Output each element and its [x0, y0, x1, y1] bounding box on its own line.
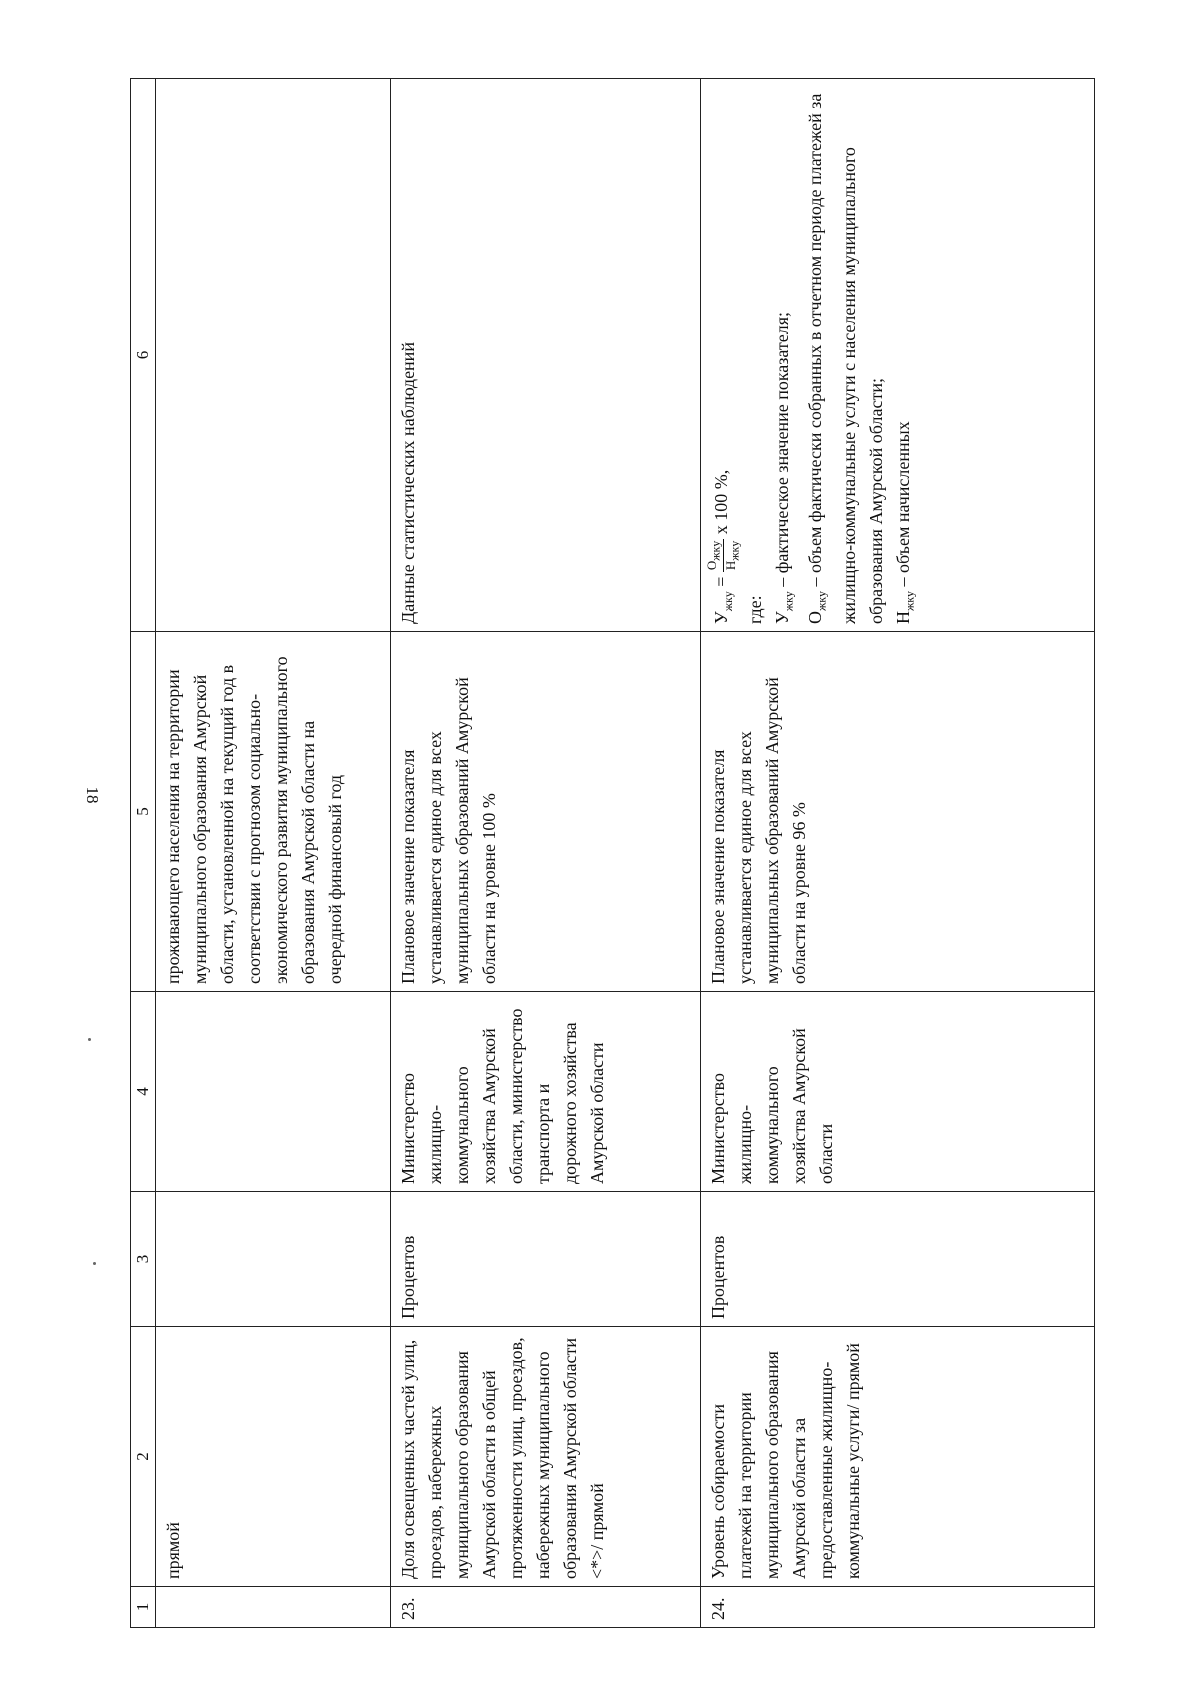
definition: $Н_{жку}$ – объем начисленных	[893, 421, 917, 624]
indicator-name-cell: Доля освещенных частей улиц, проездов, набережных муниципального образования Амурской области в общей протяженности улиц, проездов, набережных муниципального образования Амурской области <*>/ прямой	[391, 1327, 701, 1587]
scan-speck	[93, 1262, 96, 1265]
where-label: где:	[744, 595, 765, 624]
responsible-cell: Министерство жилищно-коммунального хозяйства Амурской области, министерство транспорта и дорожного хозяйства Амурской области	[391, 992, 701, 1192]
method-cell: Данные статистических наблюдений	[391, 79, 701, 632]
unit-cell: Процентов	[701, 1192, 1095, 1327]
row-number-cell: 24.	[701, 1587, 1095, 1628]
method-cell	[701, 79, 1095, 632]
unit-cell	[156, 1192, 391, 1327]
table-row	[701, 79, 1095, 1628]
column-number: 2	[131, 1327, 156, 1587]
page-number: 18	[83, 786, 102, 804]
column-number: 3	[131, 1192, 156, 1327]
table-row	[156, 79, 391, 1628]
definition: $О_{жку}$ – объем фактически собранных в отчетном периоде платежей за жилищно-коммунальные услуги с населения муниципального образования Амурской области;	[805, 93, 886, 624]
responsible-cell: Министерство жилищно-коммунального хозяйства Амурской области	[701, 992, 1095, 1192]
plan-value-cell: Плановое значение показателя устанавливается единое для всех муниципальных образований Амурской области на уровне 96 %	[701, 632, 1095, 992]
row-number-cell	[156, 1587, 391, 1628]
table-row	[391, 79, 701, 1628]
column-number: 5	[131, 632, 156, 992]
indicator-name-cell: Уровень собираемости платежей на территории муниципального образования Амурской области за предоставленные жилищно-коммунальные услуги/ прямой	[701, 1327, 1095, 1587]
method-cell	[156, 79, 391, 632]
plan-value-cell: Плановое значение показателя устанавливается единое для всех муниципальных образований Амурской области на уровне 100 %	[391, 632, 701, 992]
column-number-row	[131, 79, 156, 1628]
scan-speck	[88, 1038, 91, 1041]
plan-value-cell: проживающего населения на территории муниципального образования Амурской области, установленной на текущий год в соответствии с прогнозом социально-экономического развития муниципального образования Амурской области на очередной финансовый год	[156, 632, 391, 992]
column-number: 1	[131, 1587, 156, 1628]
unit-cell: Процентов	[391, 1192, 701, 1327]
column-number: 4	[131, 992, 156, 1192]
indicators-table	[130, 78, 1095, 1628]
column-number: 6	[131, 79, 156, 632]
definition: $У_{жку}$ – фактическое значение показателя;	[771, 311, 796, 624]
row-number-cell: 23.	[391, 1587, 701, 1628]
rotated-table-sheet	[130, 78, 1095, 1628]
responsible-cell	[156, 992, 391, 1192]
formula: $У_{жку}$ = $О_{жку}$ $Н_{жку}$ x 100 %,	[704, 469, 742, 624]
formula-fraction: $О_{жку}$ $Н_{жку}$	[704, 540, 742, 571]
indicator-name-cell: прямой	[156, 1327, 391, 1587]
